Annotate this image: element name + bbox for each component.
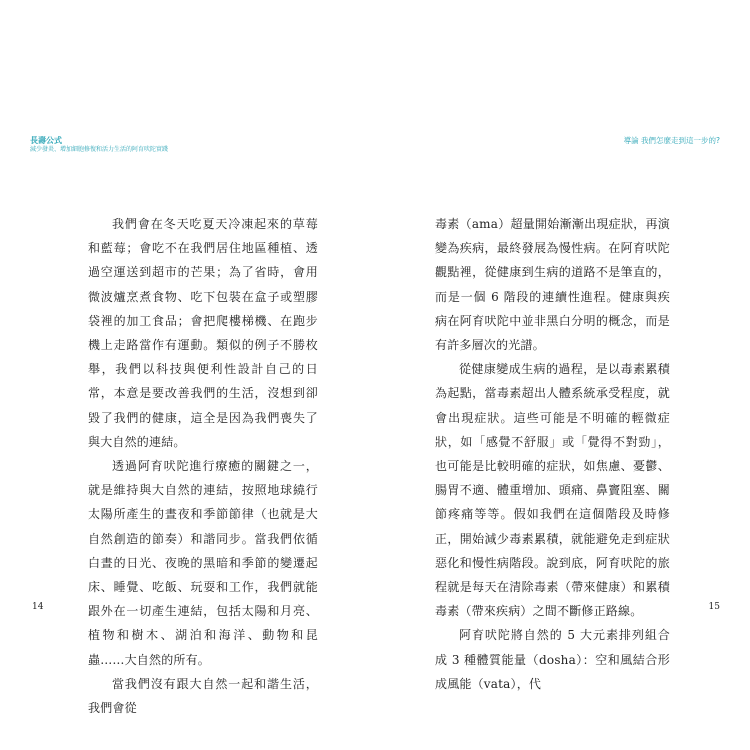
paragraph: 我們會在冬天吃夏天冷凍起來的草莓和藍莓；會吃不在我們居住地區種植、透過空運送到超市的芒果；為了省時，會用微波爐烹煮食物、吃下包裝在盒子或塑膠袋裡的加工食品；會把爬樓梯機、在跑步機上走路當作有運動。類似的例子不勝枚舉，我們以科技與便利性設計自己的日常，本意是要改善我們的生活，沒想到卻毀了我們的健康，這全是因為我們喪失了與大自然的連結。 <box>88 217 318 449</box>
running-header-right: 導論 我們怎麼走到這一步的? <box>623 136 720 145</box>
left-body-text <box>88 212 318 720</box>
book-title: 長壽公式 <box>30 136 62 145</box>
right-page <box>375 0 750 750</box>
paragraph: 從健康變成生病的過程，是以毒素累積為起點，當毒素超出人體系統承受程度，就會出現症狀。這些可能是不明確的輕微症狀，如「感覺不舒服」或「覺得不對勁」，也可能是比較明確的症狀，如焦慮、憂鬱、腸胃不適、體重增加、頭痛、鼻竇阻塞、關節疼痛等等。假如我們在這個階段及時修正，開始減少毒素累積，就能避免走到症狀惡化和慢性病階段。說到底，阿育吠陀的旅程就是每天在清除毒素（帶來健康）和累積毒素（帶來疾病）之間不斷修正路線。 <box>435 362 670 619</box>
book-subtitle: 減少發炎、增加細胞修復和活力生活的阿育吠陀實踐 <box>30 146 169 153</box>
paragraph: 阿育吠陀將自然的 5 大元素排列組合成 3 種體質能量（dosha）：空和風結合形成風能（vata），代 <box>435 628 670 691</box>
paragraph: 毒素（ama）超量開始漸漸出現症狀，再演變為疾病，最終發展為慢性病。在阿育吠陀觀點裡，從健康到生病的道路不是筆直的，而是一個 6 階段的連續性進程。健康與疾病在阿育吠陀中並非黑白分明的概念，而是有許多層次的光譜。 <box>435 217 670 353</box>
right-body-text <box>435 212 670 696</box>
page-number-right: 15 <box>708 602 720 612</box>
paragraph: 當我們沒有跟大自然一起和諧生活，我們會從 <box>88 676 318 716</box>
running-header-left <box>30 136 168 154</box>
page-number-left: 14 <box>32 602 44 612</box>
paragraph: 透過阿育吠陀進行療癒的關鍵之一，就是維持與大自然的連結，按照地球繞行太陽所產生的晝夜和季節節律（也就是大自然創造的節奏）和諧同步。當我們依循白晝的日光、夜晚的黑暗和季節的變遷起床、睡覺、吃飯、玩耍和工作，我們就能跟外在一切產生連結，包括太陽和月亮、植物和樹木、湖泊和海洋、動物和昆蟲……大自然的所有。 <box>88 459 318 667</box>
